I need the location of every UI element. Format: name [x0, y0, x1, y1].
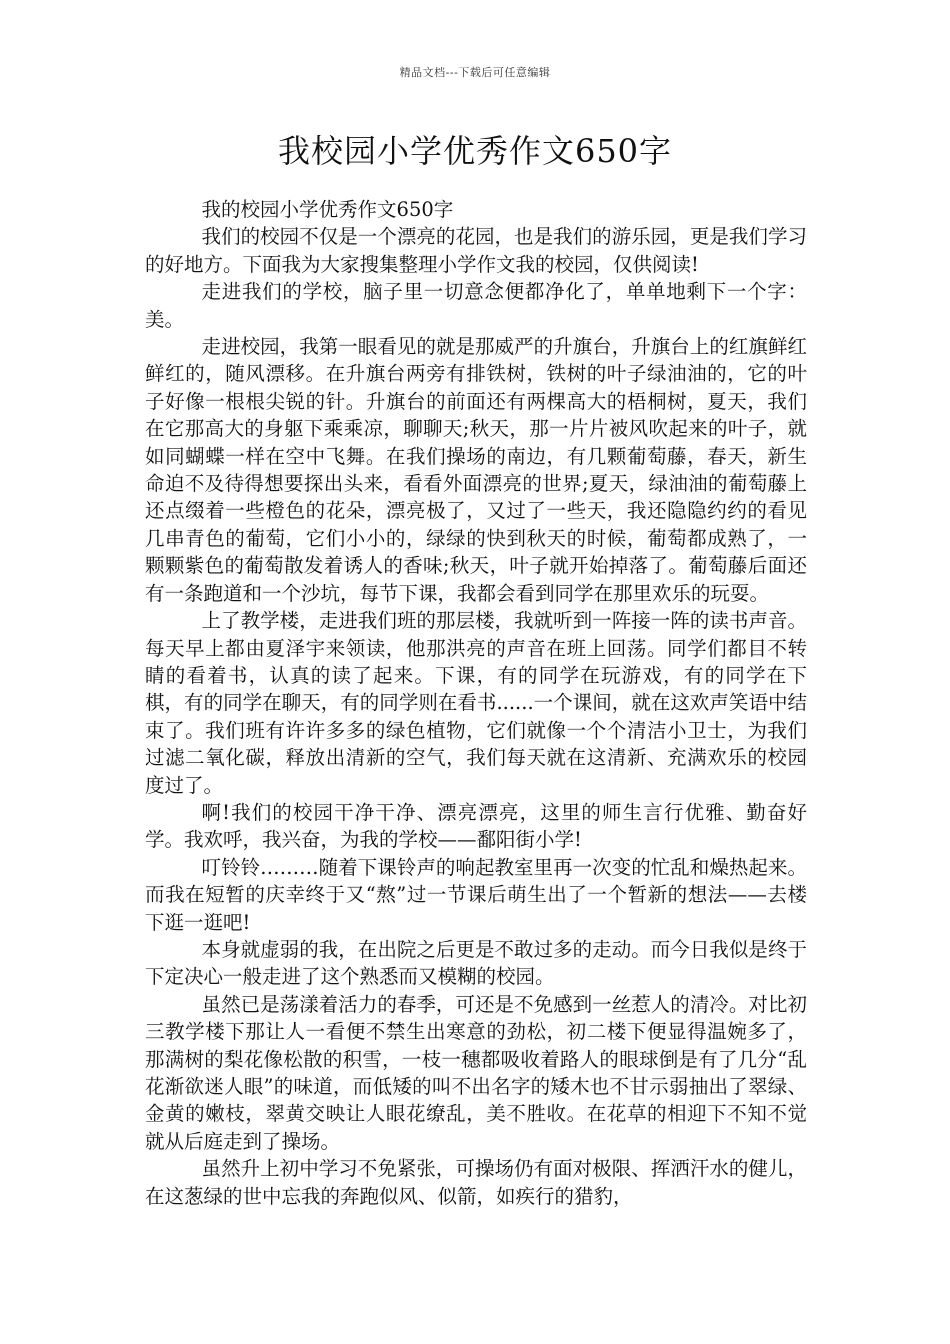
paragraph: 走进我们的学校，脑子里一切意念便都净化了，单单地剩下一个字：美。 [145, 280, 807, 331]
paragraph: 走进校园，我第一眼看见的就是那威严的升旗台，升旗台上的红旗鲜红鲜红的，随风漂移。在升旗台两旁有排铁树，铁树的叶子绿油油的，它的叶子好像一根根尖锐的针。升旗台的前面还有两棵高大的梧桐树，夏天，我们在它那高大的身躯下乘乘凉，聊聊天;秋天，那一片片被风吹起来的叶子，就如同蝴蝶一样在空中飞舞。在我们操场的南边，有几颗葡萄藤，春天，新生命迫不及待得想要探出头来，看看外面漂亮的世界;夏天，绿油油的葡萄藤上还点缀着一些橙色的花朵，漂亮极了，又过了一些天，我还隐隐约约的看见几串青色的葡萄，它们小小的，绿绿的快到秋天的时候，葡萄都成熟了，一颗颗紫色的葡萄散发着诱人的香味;秋天，叶子就开始掉落了。葡萄藤后面还有一条跑道和一个沙坑，每节下课，我都会看到同学在那里欢乐的玩耍。 [145, 335, 807, 605]
document-title: 我校园小学优秀作文650字 [277, 132, 673, 170]
paragraph: 啊!我们的校园干净干净、漂亮漂亮，这里的师生言行优雅、勤奋好学。我欢呼，我兴奋，为我的学校——鄱阳街小学! [145, 800, 807, 852]
paragraph: 虽然已是荡漾着活力的春季，可还是不免感到一丝惹人的清冷。对比初三教学楼下那让人一看便不禁生出寒意的劲松，初二楼下便显得温婉多了，那满树的梨花像松散的积雪，一枝一穗都吸收着路人的眼球倒是有了几分“乱花渐欲迷人眼”的味道，而低矮的叫不出名字的矮木也不甘示弱抽出了翠绿、金黄的嫩枝，翠黄交映让人眼花缭乱，美不胜收。在花草的相迎下不知不觉就从后庭走到了操场。 [145, 992, 807, 1153]
paragraph: 我们的校园不仅是一个漂亮的花园，也是我们的游乐园，更是我们学习的好地方。下面我为大家搜集整理小学作文我的校园，仅供阅读! [145, 225, 807, 276]
paragraph: 叮铃铃………随着下课铃声的响起教室里再一次变的忙乱和燥热起来。而我在短暂的庆幸终于又“熬”过一节课后萌生出了一个暂新的想法——去楼下逛一逛吧! [145, 855, 807, 934]
paragraph-subtitle: 我的校园小学优秀作文650字 [201, 198, 454, 221]
paragraph: 虽然升上初中学习不免紧张，可操场仍有面对极限、挥洒汗水的健儿，在这葱绿的世中忘我的奔跑似风、似箭，如疾行的猎豹， [145, 1157, 807, 1208]
paragraph: 本身就虚弱的我，在出院之后更是不敢过多的走动。而今日我似是终于下定决心一般走进了这个熟悉而又模糊的校园。 [145, 937, 807, 989]
paragraph: 上了教学楼，走进我们班的那层楼，我就听到一阵接一阵的读书声音。每天早上都由夏泽宇来领读，他那洪亮的声音在班上回荡。同学们都目不转睛的看着书，认真的读了起来。下课，有的同学在玩游戏，有的同学在下棋，有的同学在聊天，有的同学则在看书......一个课间，就在这欢声笑语中结束了。我们班有许许多多的绿色植物，它们就像一个个清洁小卫士，为我们过滤二氧化碳，释放出清新的空气，我们每天就在这清新、充满欢乐的校园度过了。 [145, 609, 807, 797]
page-header-note: 精品文档---下载后可任意编辑 [399, 66, 551, 79]
document-body [145, 196, 807, 1210]
